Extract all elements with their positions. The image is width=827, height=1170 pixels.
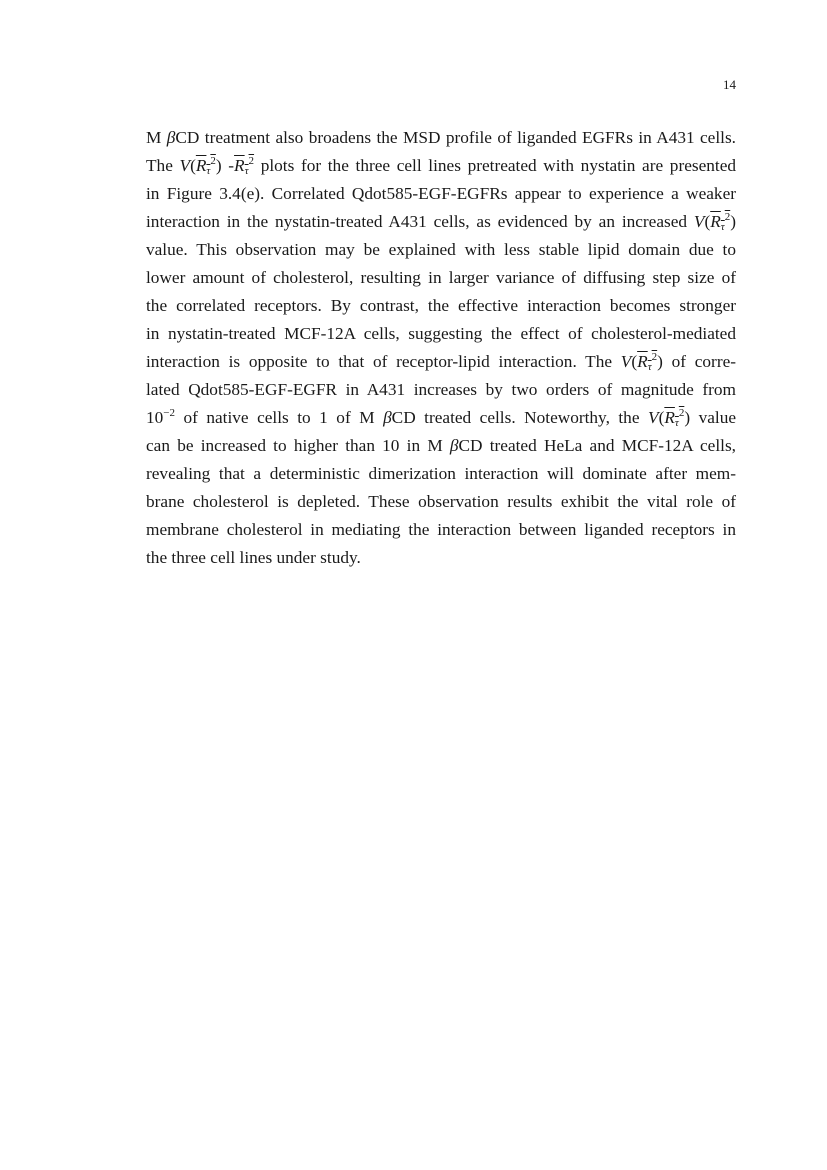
text-line: in Figure 3.4(e). Correlated Qdot585-EGF-EGFRs appear to experience a weaker: [146, 184, 736, 203]
mean-square-expression: $R_\tau^2$: [234, 155, 255, 177]
variance-expression: $V(R_\tau^2)$: [648, 407, 691, 429]
variance-expression: $V(R_\tau^2)$: [620, 351, 663, 373]
body-paragraph: [146, 124, 736, 572]
text-line: interaction is opposite to that of receptor-lipid interaction. The $V(R_\tau^2)$ of corre-: [146, 351, 736, 373]
beta-symbol: β: [166, 128, 176, 147]
text-line: lated Qdot585-EGF-EGFR in A431 increases by two orders of magnitude from: [146, 380, 736, 399]
beta-symbol: β: [383, 408, 392, 427]
text-line: in nystatin-treated MCF-12A cells, suggesting the effect of cholesterol-mediated: [146, 324, 736, 343]
text-line: The $V(R_\tau^2)$ $-R_\tau^2$ plots for the three cell lines pretreated with nystatin are presented: [146, 155, 737, 177]
text-line: revealing that a deterministic dimerization interaction will dominate after mem-: [146, 464, 736, 483]
text-line: M βCD treatment also broadens the MSD profile of liganded EGFRs in A431 cells.: [146, 128, 737, 147]
text-line: value. This observation may be explained with less stable lipid domain due to: [146, 240, 736, 259]
variance-expression: $V(R_\tau^2)$: [179, 155, 222, 177]
text-line: can be increased to higher than 10 in M βCD treated HeLa and MCF-12A cells,: [146, 436, 736, 455]
page-number: 14: [723, 77, 736, 92]
text-line: membrane cholesterol in mediating the interaction between liganded receptors in: [146, 520, 736, 539]
text-line: $10^{-2}$ of native cells to 1 of M βCD treated cells. Noteworthy, the $V(R_\tau^2)$ value: [146, 407, 737, 429]
text-line: the correlated receptors. By contrast, the effective interaction becomes stronger: [146, 296, 736, 315]
variance-expression: $V(R_\tau^2)$: [693, 211, 736, 233]
beta-symbol: β: [449, 436, 459, 455]
text-line: brane cholesterol is depleted. These observation results exhibit the vital role of: [146, 492, 736, 511]
text-line: lower amount of cholesterol, resulting in larger variance of diffusing step size of: [146, 268, 736, 287]
text-line: the three cell lines under study.: [146, 548, 361, 567]
exponent: −2: [163, 407, 175, 419]
text-line: interaction in the nystatin-treated A431 cells, as evidenced by an increased $V(R_\tau^2)$: [146, 211, 736, 233]
